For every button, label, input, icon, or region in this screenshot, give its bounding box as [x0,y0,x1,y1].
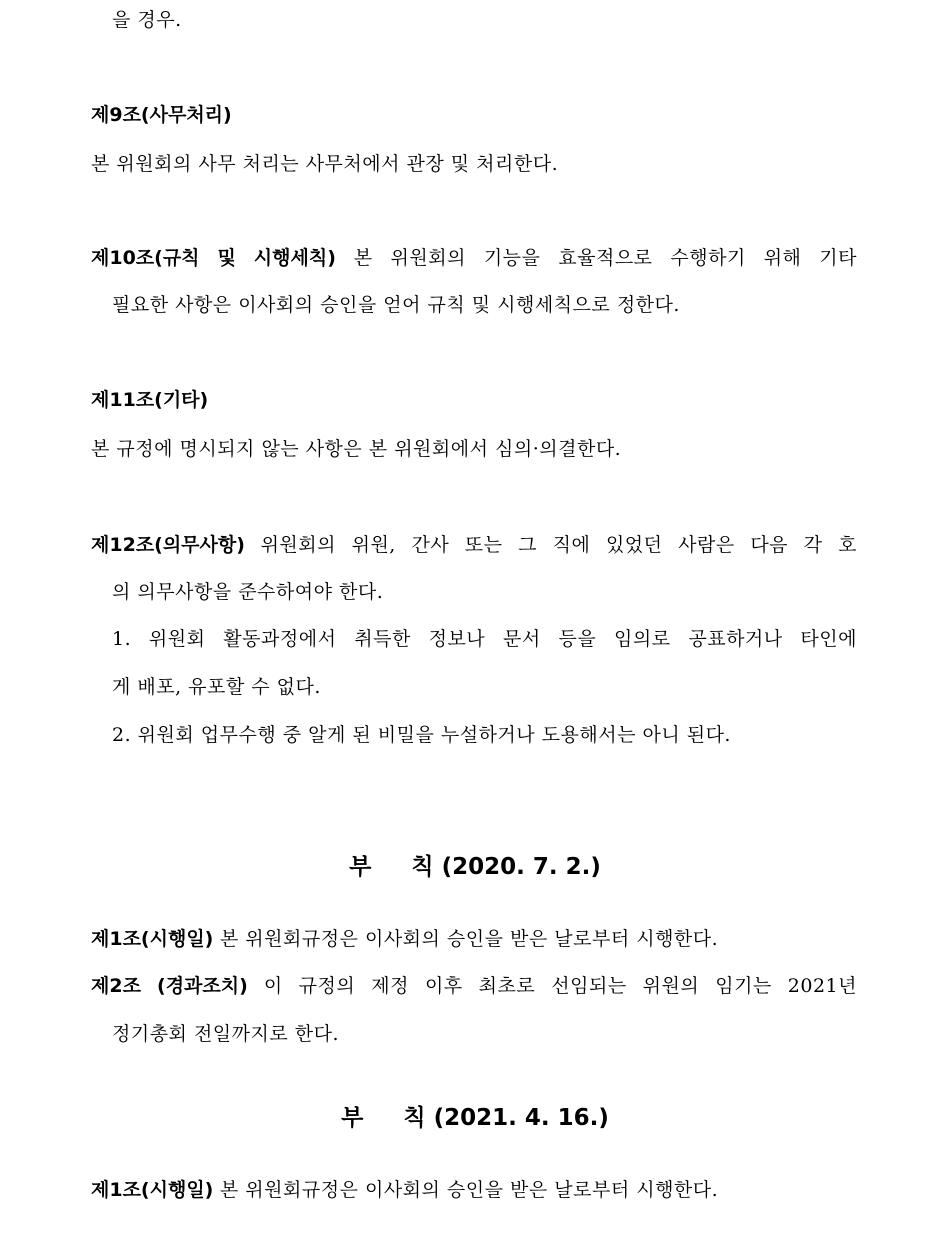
article-12-item-1-line-2: 게 배포, 유포할 수 없다. [112,676,321,698]
addendum-1-article-1-line [91,927,718,951]
article-12-body-line-1: 위원회의 위원, 간사 또는 그 직에 있었던 사람은 다음 각 호 [260,534,857,556]
addendum-1-article-2-first-line [91,974,857,998]
addendum-2-article-1-heading: 제1조(시행일) [91,1179,214,1201]
intro-tail-text: 을 경우. [112,9,182,31]
addendum-2-heading [0,1104,950,1132]
addendum-2-word-2: 칙 [403,1105,426,1131]
article-9-body: 본 위원회의 사무 처리는 사무처에서 관장 및 처리한다. [91,153,559,175]
article-9-heading: 제9조(사무처리) [91,104,232,126]
article-12-body-line-2: 의 의무사항을 준수하여야 한다. [112,581,384,603]
addendum-1-article-1-body: 본 위원회규정은 이사회의 승인을 받은 날로부터 시행한다. [219,928,719,950]
article-10-body-line-1: 본 위원회의 기능을 효율적으로 수행하기 위해 기타 [353,247,857,269]
addendum-1-date: (2020. 7. 2.) [441,854,601,880]
article-11-heading: 제11조(기타) [91,389,209,411]
addendum-1-article-2-heading: 제2조 (경과조치) [91,975,248,997]
article-10-heading: 제10조(규칙 및 시행세칙) [91,247,336,269]
addendum-2-article-1-body: 본 위원회규정은 이사회의 승인을 받은 날로부터 시행한다. [219,1179,719,1201]
addendum-1-word-1: 부 [349,854,372,880]
article-11-body: 본 규정에 명시되지 않는 사항은 본 위원회에서 심의·의결한다. [91,438,622,460]
addendum-2-date: (2021. 4. 16.) [433,1105,609,1131]
article-12-first-line [91,533,857,557]
addendum-1-word-2: 칙 [411,854,434,880]
addendum-2-article-1-line [91,1178,718,1202]
article-12-heading: 제12조(의무사항) [91,534,245,556]
addendum-1-article-2-body-line-1: 이 규정의 제정 이후 최초로 선임되는 위원의 임기는 2021년 [263,975,857,997]
article-12-item-1-line-1: 1. 위원회 활동과정에서 취득한 정보나 문서 등을 임의로 공표하거나 타인에 [112,628,857,650]
addendum-1-article-2-body-line-2: 정기총회 전일까지로 한다. [112,1023,340,1045]
article-12-item-2: 2. 위원회 업무수행 중 알게 된 비밀을 누설하거나 도용해서는 아니 된다. [112,724,731,746]
addendum-1-article-1-heading: 제1조(시행일) [91,928,214,950]
article-10-first-line [91,246,857,270]
article-10-body-line-2: 필요한 사항은 이사회의 승인을 얻어 규칙 및 시행세칙으로 정한다. [112,294,680,316]
addendum-1-heading [0,853,950,881]
addendum-2-word-1: 부 [341,1105,364,1131]
